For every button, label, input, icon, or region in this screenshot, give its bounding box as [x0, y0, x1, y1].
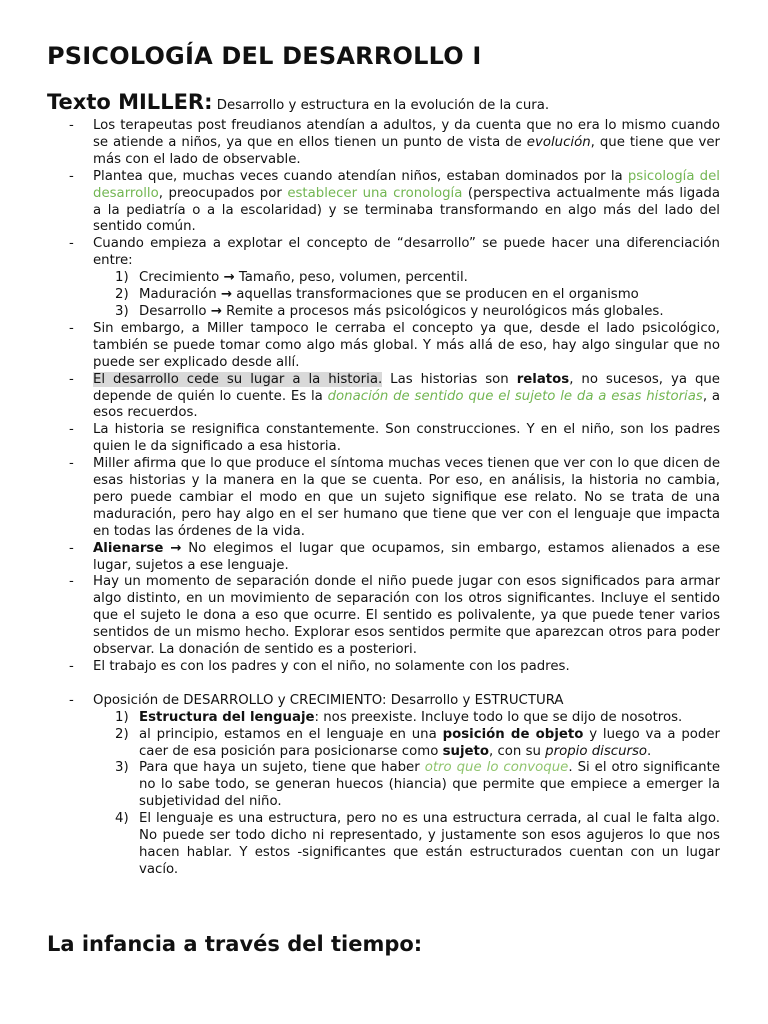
- list-item: - La historia se resignifica constantemente. Son construcciones. Y en el niño, son los padres quien le da significado a esa historia.: [47, 422, 720, 456]
- list-item: - Plantea que, muchas veces cuando atendían niños, estaban dominados por la psicología del desarrollo, preocupados por establecer una cronología (perspectiva actualmente más ligada a la pediatría o a la escolaridad) y se terminaba transformando en algo más del lado del sentido común.: [47, 169, 720, 237]
- list-item: - Oposición de DESARROLLO y CRECIMIENTO: Desarrollo y ESTRUCTURA 1) Estructura del lenguaje: nos preexiste. Incluye todo lo que se dijo de nosotros. 2) al principio, estamos en el lenguaje en una posición de objeto y luego va a poder caer de esa posición para posicionarse como sujeto, con su propio discurso. 3) Para que haya un sujeto, tiene que haber otro que lo convoque. Si el otro significante no lo sabe todo, se generan huecos (hiancia) que permite que empiece a emerger la subjetividad del niño. 4) El lenguaje es una estructura, pero no es una estructura cerrada, al cual le falta algo. No puede ser todo dicho ni representado, y justamente son esos agujeros lo que nos hacen hablar. Y estos -significantes que están estructurados cuentan con un lugar vacío.: [47, 693, 720, 879]
- text-heading-subtitle: Desarrollo y estructura en la evolución de la cura.: [212, 98, 550, 113]
- section-title: La infancia a través del tiempo:: [47, 932, 423, 956]
- list-item: - Miller afirma que lo que produce el síntoma muchas veces tienen que ver con lo que dicen de esas historias y la manera en la que se cuenta. Por eso, en análisis, la historia no cambia, pero puede cambiar el modo en que un sujeto signifique ese relato. No se trata de una maduración, pero hay algo en el ser humano que tiene que ver con el lenguaje que impacta en todas las órdenes de la vida.: [47, 456, 720, 541]
- text-heading-label: Texto MILLER:: [47, 90, 213, 114]
- numbered-item: 4) El lenguaje es una estructura, pero no es una estructura cerrada, al cual le falta algo. No puede ser todo dicho ni representado, y justamente son esos agujeros lo que nos hacen hablar. Y estos -significantes que están estructurados cuentan con un lugar vacío.: [115, 811, 720, 877]
- list-item: - El trabajo es con los padres y con el niño, no solamente con los padres.: [47, 659, 720, 676]
- list-item: - Alienarse → No elegimos el lugar que ocupamos, sin embargo, estamos alienados a ese lugar, sujetos a ese lenguaje.: [47, 541, 720, 575]
- list-item: - Sin embargo, a Miller tampoco le cerraba el concepto ya que, desde el lado psicológico, también se puede tomar como algo más global. Y más allá de eso, hay algo singular que no puede ser explicado desde allí.: [47, 321, 720, 372]
- green-highlight-text: psicología del desarrollo: [93, 168, 720, 201]
- green-highlight-text: otro que lo convoque: [424, 760, 569, 776]
- notes-body: [47, 118, 720, 879]
- page-title: PSICOLOGÍA DEL DESARROLLO I: [47, 42, 482, 70]
- numbered-list: [93, 710, 720, 879]
- numbered-item: 3) Para que haya un sujeto, tiene que haber otro que lo convoque. Si el otro significante no lo sabe todo, se generan huecos (hiancia) que permite que empiece a emerger la subjetividad del niño.: [115, 760, 721, 810]
- green-highlight-text: donación de sentido que el sujeto le da a esas historias: [327, 388, 703, 404]
- numbered-item: 3) Desarrollo → Remite a procesos más psicológicos y neurológicos más globales.: [115, 303, 664, 319]
- green-highlight-text: establecer una cronología: [287, 185, 463, 201]
- list-item: - Hay un momento de separación donde el niño puede jugar con esos significados para armar algo distinto, en un movimiento de separación con los otros significantes. Incluye el sentido que el sujeto le dona a eso que ocurre. El sentido es polivalente, ya que puede tener varios sentidos de un mismo hecho. Explorar esos sentidos permite que aparezcan otros para poder observar. La donación de sentido es a posteriori.: [47, 574, 720, 659]
- numbered-item: 2) Maduración → aquellas transformaciones que se producen en el organismo: [115, 287, 639, 303]
- list-item: - Los terapeutas post freudianos atendían a adultos, y da cuenta que no era lo mismo cuando se atiende a niños, ya que en ellos tienen un punto de vista de evolución, que tiene que ver más con el lado de observable.: [47, 118, 720, 169]
- arrow-icon: →: [223, 270, 235, 286]
- highlighted-text: El desarrollo cede su lugar a la historia.: [93, 371, 383, 387]
- list-item: - Cuando empieza a explotar el concepto de “desarrollo” se puede hacer una diferenciación entre: 1) Crecimiento → Tamaño, peso, volumen, percentil. 2) Maduración → aquellas transformaciones que se producen en el organismo 3) Desarrollo → Remite a procesos más psicológicos y neurológicos más globales.: [47, 236, 720, 321]
- numbered-item: 2) al principio, estamos en el lenguaje en una posición de objeto y luego va a poder caer de esa posición para posicionarse como sujeto, con su propio discurso.: [115, 726, 720, 759]
- numbered-item: 1) Crecimiento → Tamaño, peso, volumen, percentil.: [115, 270, 468, 286]
- arrow-icon: →: [220, 287, 233, 303]
- text-heading: [47, 90, 549, 114]
- numbered-list: [93, 270, 720, 321]
- arrow-icon: →: [210, 303, 222, 319]
- bullet-list: [47, 118, 720, 879]
- arrow-icon: →: [170, 540, 182, 556]
- list-item: - El desarrollo cede su lugar a la historia. Las historias son relatos, no sucesos, ya que depende de quién lo cuente. Es la donación de sentido que el sujeto le da a esas historias, a esos recuerdos.: [47, 372, 720, 423]
- numbered-item: 1) Estructura del lenguaje: nos preexiste. Incluye todo lo que se dijo de nosotros.: [115, 709, 683, 725]
